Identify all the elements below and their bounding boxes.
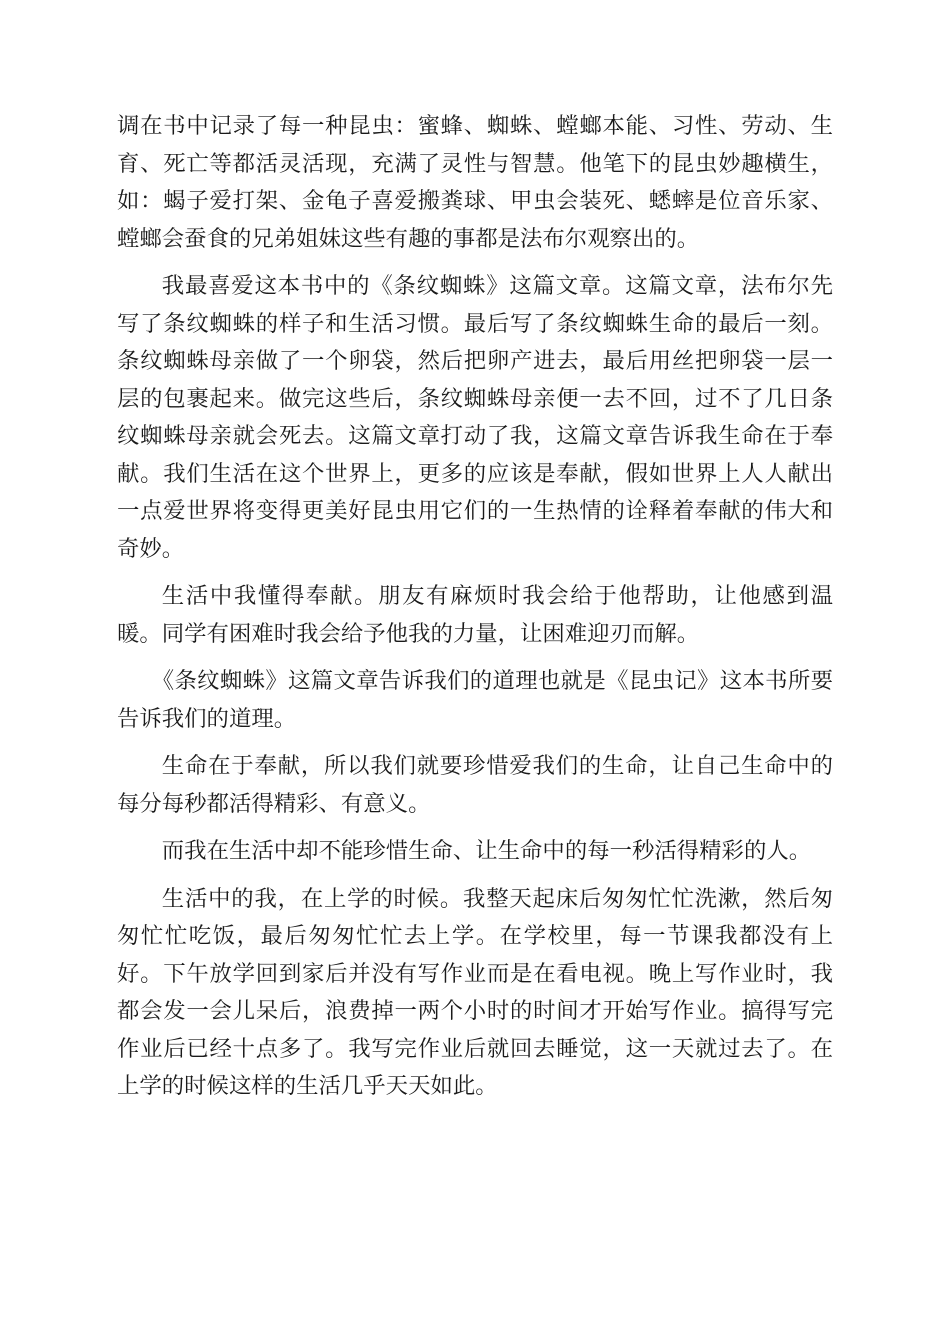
paragraph-1: 调在书中记录了每一种昆虫：蜜蜂、蜘蛛、螳螂本能、习性、劳动、生育、死亡等都活灵活现，充满了灵性与智慧。他笔下的昆虫妙趣横生，如：蝎子爱打架、金龟子喜爱搬粪球、甲虫会装死、蟋蟀是位音乐家、螳螂会蚕食的兄弟姐妹这些有趣的事都是法布尔观察出的。 bbox=[117, 113, 833, 252]
paragraph-5: 生命在于奉献，所以我们就要珍惜爱我们的生命，让自己生命中的每分每秒都活得精彩、有意义。 bbox=[117, 753, 833, 817]
paragraph-7: 生活中的我，在上学的时候。我整天起床后匆匆忙忙洗漱，然后匆匆忙忙吃饭，最后匆匆忙忙去上学。在学校里，每一节课我都没有上好。下午放学回到家后并没有写作业而是在看电视。晚上写作业时，我都会发一会儿呆后，浪费掉一两个小时的时间才开始写作业。搞得写完作业后已经十点多了。我写完作业后就回去睡觉，这一天就过去了。在上学的时候这样的生活几乎天天如此。 bbox=[117, 885, 833, 1099]
paragraph-2: 我最喜爱这本书中的《条纹蜘蛛》这篇文章。这篇文章，法布尔先写了条纹蜘蛛的样子和生活习惯。最后写了条纹蜘蛛生命的最后一刻。条纹蜘蛛母亲做了一个卵袋，然后把卵产进去，最后用丝把卵袋一层一层的包裹起来。做完这些后，条纹蜘蛛母亲便一去不回，过不了几日条纹蜘蛛母亲就会死去。这篇文章打动了我，这篇文章告诉我生命在于奉献。我们生活在这个世界上，更多的应该是奉献，假如世界上人人献出一点爱世界将变得更美好昆虫用它们的一生热情的诠释着奉献的伟大和奇妙。 bbox=[117, 273, 833, 562]
document-body bbox=[117, 108, 833, 1116]
paragraph-6: 而我在生活中却不能珍惜生命、让生命中的每一秒活得精彩的人。 bbox=[161, 838, 812, 864]
paragraph-4: 《条纹蜘蛛》这篇文章告诉我们的道理也就是《昆虫记》这本书所要告诉我们的道理。 bbox=[117, 668, 833, 732]
paragraph-3: 生活中我懂得奉献。朋友有麻烦时我会给于他帮助，让他感到温暖。同学有困难时我会给予他我的力量，让困难迎刃而解。 bbox=[117, 583, 833, 647]
